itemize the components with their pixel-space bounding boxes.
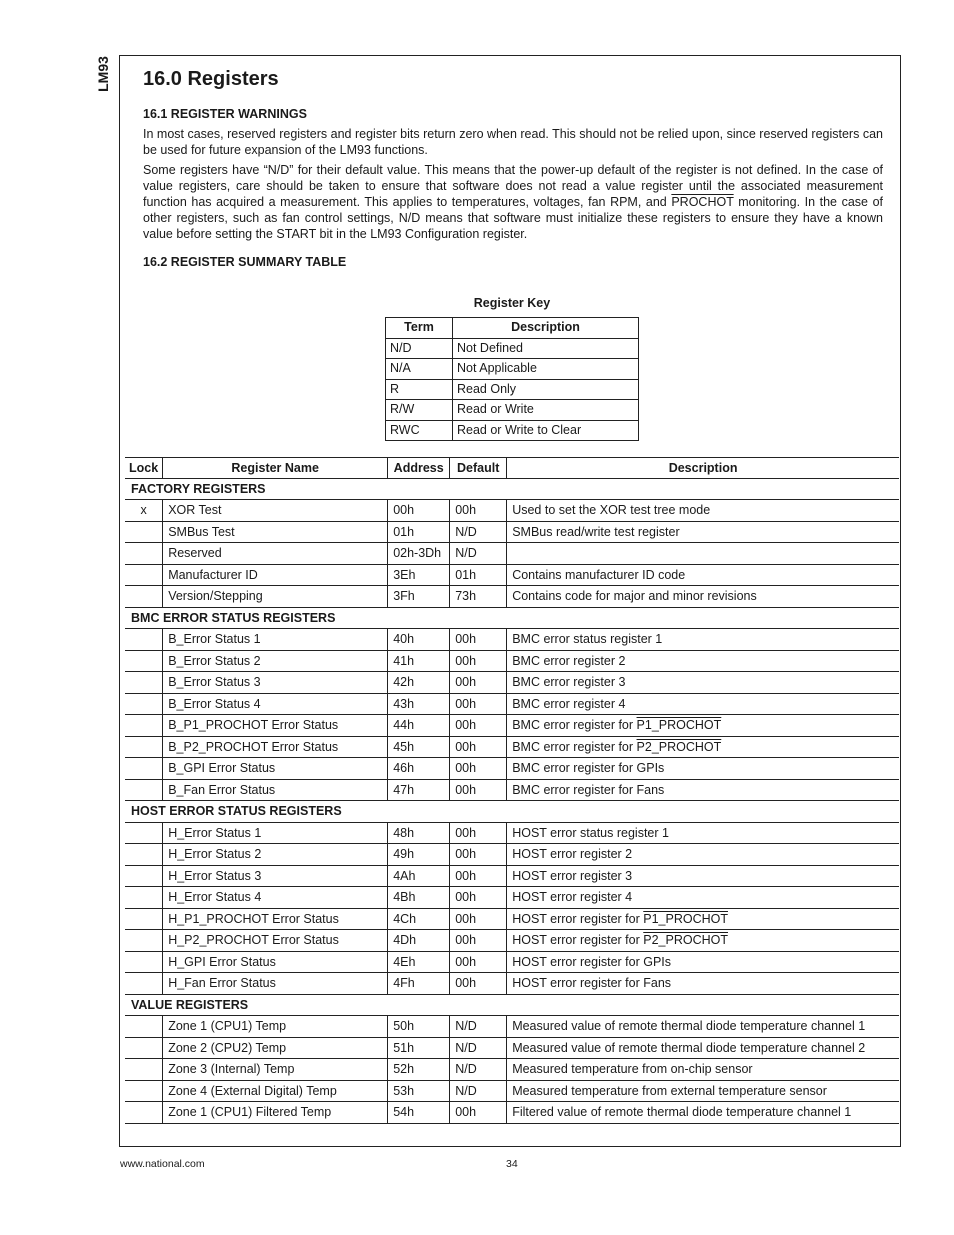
table-row [125, 1016, 899, 1038]
table-row [125, 822, 899, 844]
cell-lock [125, 521, 163, 543]
table-row [125, 973, 899, 995]
key-description: Not Defined [453, 338, 639, 359]
table-row [125, 693, 899, 715]
table-row [125, 951, 899, 973]
header-lock: Lock [125, 458, 163, 479]
cell-default: 00h [450, 629, 507, 651]
cell-description: BMC error register 3 [507, 672, 899, 694]
table-row [125, 521, 899, 543]
key-description: Not Applicable [453, 359, 639, 380]
cell-register-name: B_Error Status 4 [163, 693, 388, 715]
cell-default: 00h [450, 715, 507, 737]
table-row [125, 1080, 899, 1102]
table-row [125, 908, 899, 930]
cell-default: 00h [450, 779, 507, 801]
cell-address: 4Ah [388, 865, 450, 887]
cell-address: 40h [388, 629, 450, 651]
cell-lock [125, 672, 163, 694]
table-row [125, 543, 899, 565]
cell-register-name: Zone 3 (Internal) Temp [163, 1059, 388, 1081]
cell-address: 47h [388, 779, 450, 801]
table-row [125, 736, 899, 758]
key-header-row [386, 318, 639, 339]
description-text: BMC error register for [512, 718, 637, 732]
cell-lock [125, 715, 163, 737]
cell-description: HOST error register 2 [507, 844, 899, 866]
table-row [125, 500, 899, 522]
cell-register-name: B_Fan Error Status [163, 779, 388, 801]
cell-address: 4Dh [388, 930, 450, 952]
table-row [125, 586, 899, 608]
cell-default: 00h [450, 650, 507, 672]
cell-default: N/D [450, 1059, 507, 1081]
header-description: Description [507, 458, 899, 479]
cell-default: 00h [450, 500, 507, 522]
cell-register-name: B_Error Status 1 [163, 629, 388, 651]
paragraph-text: Some registers have “N/D” for their default value. This means that the power-up default of the register is not defined. In the case of value registers, care should be taken to ensure that software does not read a value register until the associated measurement function has acquired a measurement. This applies to temperatures, voltages, fan RPM, and [143, 163, 883, 209]
key-row [386, 420, 639, 441]
cell-description [507, 736, 899, 758]
cell-default: 00h [450, 758, 507, 780]
prochot-overline-text: P1_PROCHOT [643, 911, 728, 926]
table-row [125, 865, 899, 887]
cell-default: 00h [450, 887, 507, 909]
cell-description: SMBus read/write test register [507, 521, 899, 543]
cell-default: 00h [450, 973, 507, 995]
key-term: R/W [386, 400, 453, 421]
cell-default: 00h [450, 908, 507, 930]
cell-register-name: Zone 4 (External Digital) Temp [163, 1080, 388, 1102]
section-heading-summary: 16.2 REGISTER SUMMARY TABLE [143, 255, 347, 269]
cell-register-name: SMBus Test [163, 521, 388, 543]
register-key-table [385, 317, 639, 441]
table-row [125, 564, 899, 586]
key-row [386, 379, 639, 400]
cell-address: 43h [388, 693, 450, 715]
cell-address: 41h [388, 650, 450, 672]
key-row [386, 400, 639, 421]
section-title: FACTORY REGISTERS [125, 478, 899, 500]
section-heading-warnings: 16.1 REGISTER WARNINGS [143, 107, 307, 121]
cell-description: Measured temperature from on-chip sensor [507, 1059, 899, 1081]
cell-description: HOST error status register 1 [507, 822, 899, 844]
cell-address: 53h [388, 1080, 450, 1102]
footer-page-number: 34 [506, 1158, 518, 1170]
cell-lock [125, 887, 163, 909]
page-content [143, 66, 883, 274]
cell-register-name: B_P1_PROCHOT Error Status [163, 715, 388, 737]
key-header-term: Term [386, 318, 453, 339]
cell-description [507, 715, 899, 737]
key-header-description: Description [453, 318, 639, 339]
cell-register-name: B_P2_PROCHOT Error Status [163, 736, 388, 758]
cell-description: BMC error register 2 [507, 650, 899, 672]
table-row [125, 758, 899, 780]
cell-register-name: B_Error Status 2 [163, 650, 388, 672]
prochot-overline-text: P2_PROCHOT [636, 739, 722, 754]
cell-register-name: B_GPI Error Status [163, 758, 388, 780]
cell-default: N/D [450, 1080, 507, 1102]
cell-lock [125, 1102, 163, 1124]
cell-lock [125, 543, 163, 565]
prochot-overline-text: P1_PROCHOT [636, 718, 722, 732]
cell-default: 00h [450, 822, 507, 844]
register-summary-table [125, 457, 899, 1124]
cell-lock [125, 736, 163, 758]
table-row [125, 1102, 899, 1124]
cell-description: Measured value of remote thermal diode temperature channel 1 [507, 1016, 899, 1038]
cell-register-name: H_Error Status 3 [163, 865, 388, 887]
cell-address: 50h [388, 1016, 450, 1038]
cell-address: 01h [388, 521, 450, 543]
cell-register-name: Zone 1 (CPU1) Temp [163, 1016, 388, 1038]
cell-lock [125, 1037, 163, 1059]
cell-default: 00h [450, 736, 507, 758]
table-row [125, 672, 899, 694]
cell-description [507, 543, 899, 565]
cell-lock [125, 693, 163, 715]
cell-description: Contains manufacturer ID code [507, 564, 899, 586]
cell-register-name: Zone 2 (CPU2) Temp [163, 1037, 388, 1059]
header-address: Address [388, 458, 450, 479]
cell-default: 00h [450, 865, 507, 887]
page-title: 16.0 Registers [143, 68, 279, 90]
paragraph-nd-default [143, 162, 883, 242]
prochot-overline-text: P2_PROCHOT [643, 933, 728, 947]
table-row [125, 629, 899, 651]
table-row [125, 715, 899, 737]
cell-register-name: H_P2_PROCHOT Error Status [163, 930, 388, 952]
cell-register-name: H_Error Status 2 [163, 844, 388, 866]
cell-address: 46h [388, 758, 450, 780]
cell-description: Contains code for major and minor revisions [507, 586, 899, 608]
cell-register-name: Version/Stepping [163, 586, 388, 608]
cell-default: N/D [450, 543, 507, 565]
cell-address: 3Fh [388, 586, 450, 608]
table-row [125, 1059, 899, 1081]
cell-description: Measured temperature from external temperature sensor [507, 1080, 899, 1102]
cell-default: 00h [450, 672, 507, 694]
key-term: RWC [386, 420, 453, 441]
header-default: Default [450, 458, 507, 479]
cell-default: N/D [450, 1016, 507, 1038]
prochot-overline-text: PROCHOT [671, 195, 734, 209]
table-row [125, 930, 899, 952]
key-description: Read Only [453, 379, 639, 400]
header-register-name: Register Name [163, 458, 388, 479]
cell-lock [125, 1080, 163, 1102]
cell-register-name: H_Fan Error Status [163, 973, 388, 995]
cell-register-name: Reserved [163, 543, 388, 565]
cell-register-name: H_P1_PROCHOT Error Status [163, 908, 388, 930]
table-row [125, 844, 899, 866]
key-term: N/A [386, 359, 453, 380]
cell-description: BMC error register for Fans [507, 779, 899, 801]
cell-description [507, 908, 899, 930]
cell-lock [125, 564, 163, 586]
cell-lock [125, 951, 163, 973]
cell-description: BMC error register for GPIs [507, 758, 899, 780]
cell-default: 73h [450, 586, 507, 608]
cell-address: 3Eh [388, 564, 450, 586]
cell-register-name: Zone 1 (CPU1) Filtered Temp [163, 1102, 388, 1124]
cell-address: 02h-3Dh [388, 543, 450, 565]
cell-description: Used to set the XOR test tree mode [507, 500, 899, 522]
key-term: R [386, 379, 453, 400]
footer-website: www.national.com [120, 1158, 205, 1170]
cell-register-name: Manufacturer ID [163, 564, 388, 586]
key-description: Read or Write [453, 400, 639, 421]
description-text: HOST error register for [512, 933, 644, 947]
cell-address: 52h [388, 1059, 450, 1081]
section-title: BMC ERROR STATUS REGISTERS [125, 607, 899, 629]
cell-address: 4Bh [388, 887, 450, 909]
key-row [386, 359, 639, 380]
cell-address: 45h [388, 736, 450, 758]
cell-address: 4Ch [388, 908, 450, 930]
cell-address: 4Eh [388, 951, 450, 973]
cell-register-name: XOR Test [163, 500, 388, 522]
cell-lock: x [125, 500, 163, 522]
cell-lock [125, 865, 163, 887]
cell-lock [125, 1016, 163, 1038]
cell-lock [125, 908, 163, 930]
key-term: N/D [386, 338, 453, 359]
cell-lock [125, 973, 163, 995]
table-row [125, 779, 899, 801]
cell-description: HOST error register 4 [507, 887, 899, 909]
table-row [125, 887, 899, 909]
cell-description: Measured value of remote thermal diode temperature channel 2 [507, 1037, 899, 1059]
cell-lock [125, 586, 163, 608]
cell-default: 00h [450, 930, 507, 952]
cell-address: 54h [388, 1102, 450, 1124]
cell-description [507, 930, 899, 952]
cell-address: 51h [388, 1037, 450, 1059]
cell-default: N/D [450, 521, 507, 543]
cell-description: Filtered value of remote thermal diode temperature channel 1 [507, 1102, 899, 1124]
cell-register-name: H_Error Status 4 [163, 887, 388, 909]
cell-lock [125, 758, 163, 780]
cell-address: 42h [388, 672, 450, 694]
key-description: Read or Write to Clear [453, 420, 639, 441]
cell-description: BMC error register 4 [507, 693, 899, 715]
cell-lock [125, 844, 163, 866]
table-row [125, 650, 899, 672]
cell-default: N/D [450, 1037, 507, 1059]
cell-default: 00h [450, 693, 507, 715]
cell-description: BMC error status register 1 [507, 629, 899, 651]
side-label-text: LM93 [95, 56, 111, 92]
section-row [125, 607, 899, 629]
cell-address: 49h [388, 844, 450, 866]
cell-lock [125, 930, 163, 952]
cell-lock [125, 822, 163, 844]
cell-register-name: B_Error Status 3 [163, 672, 388, 694]
cell-lock [125, 1059, 163, 1081]
cell-lock [125, 629, 163, 651]
section-row [125, 801, 899, 823]
cell-description: HOST error register for Fans [507, 973, 899, 995]
cell-default: 00h [450, 1102, 507, 1124]
section-title: HOST ERROR STATUS REGISTERS [125, 801, 899, 823]
cell-address: 44h [388, 715, 450, 737]
cell-lock [125, 650, 163, 672]
table-row [125, 1037, 899, 1059]
description-text: BMC error register for [512, 739, 637, 754]
cell-default: 00h [450, 951, 507, 973]
cell-address: 00h [388, 500, 450, 522]
cell-description: HOST error register for GPIs [507, 951, 899, 973]
cell-address: 4Fh [388, 973, 450, 995]
section-row [125, 478, 899, 500]
cell-register-name: H_GPI Error Status [163, 951, 388, 973]
cell-default: 00h [450, 844, 507, 866]
paragraph-text: monitoring. In the case of other registers, such as fan control settings, N/D means that software must initialize these registers to ensure they have a known value before setting the START bit in the LM93 Configuration register. [143, 195, 883, 241]
side-label [93, 52, 113, 96]
section-title: VALUE REGISTERS [125, 994, 899, 1016]
paragraph-reserved: In most cases, reserved registers and register bits return zero when read. This should not be relied upon, since reserved registers can be used for future expansion of the LM93 functions. [143, 127, 883, 157]
cell-description: HOST error register 3 [507, 865, 899, 887]
table-header-row [125, 458, 899, 479]
section-row [125, 994, 899, 1016]
key-row [386, 338, 639, 359]
cell-default: 01h [450, 564, 507, 586]
cell-lock [125, 779, 163, 801]
cell-address: 48h [388, 822, 450, 844]
cell-register-name: H_Error Status 1 [163, 822, 388, 844]
register-key-title: Register Key [473, 296, 551, 310]
description-text: HOST error register for [512, 911, 644, 926]
